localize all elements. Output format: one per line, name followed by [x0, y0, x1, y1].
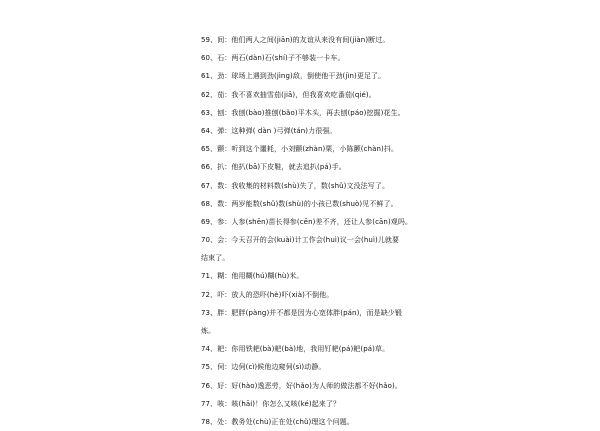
list-item: 65、颤：听到这个噩耗，小刘颤(zhàn)栗，小陈颤(chàn)抖。 [201, 145, 399, 154]
list-item: 76、好：好(hào)逸恶劳，好(hǎo)为人师的做法都不好(hǎo)。 [201, 381, 402, 390]
list-item: 78、处：教务处(chù)正在处(chǔ)理这个问题。 [201, 417, 354, 426]
list-item: 69、参：人参(shēn)苗长得参(cēn)差不齐，还让人参(cān)观吗。 [201, 217, 413, 226]
list-item: 63、刨：我刨(bào)推刨(bǎo)平木头，再去刨(páo)挖掘)花生。 [201, 108, 405, 117]
list-item-continuation: 炼。 [201, 327, 216, 335]
list-item: 71、糊：他用糊(hú)糊(hù)米。 [201, 272, 304, 281]
list-item: 62、茄：我不喜欢抽雪茄(jiā)，但我喜欢吃番茄(qié)。 [201, 90, 376, 99]
list-item: 75、伺：边伺(cì)候他边窥伺(sì)动静。 [201, 363, 326, 372]
list-item: 60、石：两石(dàn)石(shí)子不够装一卡车。 [201, 54, 345, 63]
list-item: 74、耙：你用铁耙(bà)耙(bà)地，我用钉耙(pá)耙(pá)草。 [201, 345, 390, 354]
list-item: 68、数：两岁能数(shǔ)数(shù)的小孩已数(shuò)见不鲜了。 [201, 199, 398, 208]
list-item: 67、数：我收集的材料数(shù)失了，数(shǔ)文没法写了。 [201, 181, 390, 190]
polyphone-list [201, 31, 411, 431]
list-item: 72、吓：放人的恐吓(hè)吓(xià)不倒他。 [201, 290, 334, 299]
list-item: 66、扒：他扒(bā)下皮鞋，就去追扒(pá)手。 [201, 163, 346, 172]
list-item: 77、咳：咳(hāi)！你怎么又咳(ké)起来了？ [201, 399, 341, 408]
list-item-continuation: 结束了。 [201, 254, 230, 263]
list-item: 64、弹：这种弹( dàn )弓弹(tán)力很强。 [201, 126, 337, 135]
list-item: 59、间：他们两人之间(jiān)的友谊从来没有间(jiàn)断过。 [201, 36, 390, 44]
list-item: 61、劲：球场上遇到劲(jìng)敌，倒使他干劲(jìn)更足了。 [201, 72, 386, 81]
list-item: 70、会：今天召开的会(kuài)计工作会(huì)议一会(huì)儿就要 [201, 236, 400, 245]
list-item: 73、胖：肥胖(pàng)并不都是因为心宽体胖(pán)，而是缺少锻 [201, 308, 403, 317]
